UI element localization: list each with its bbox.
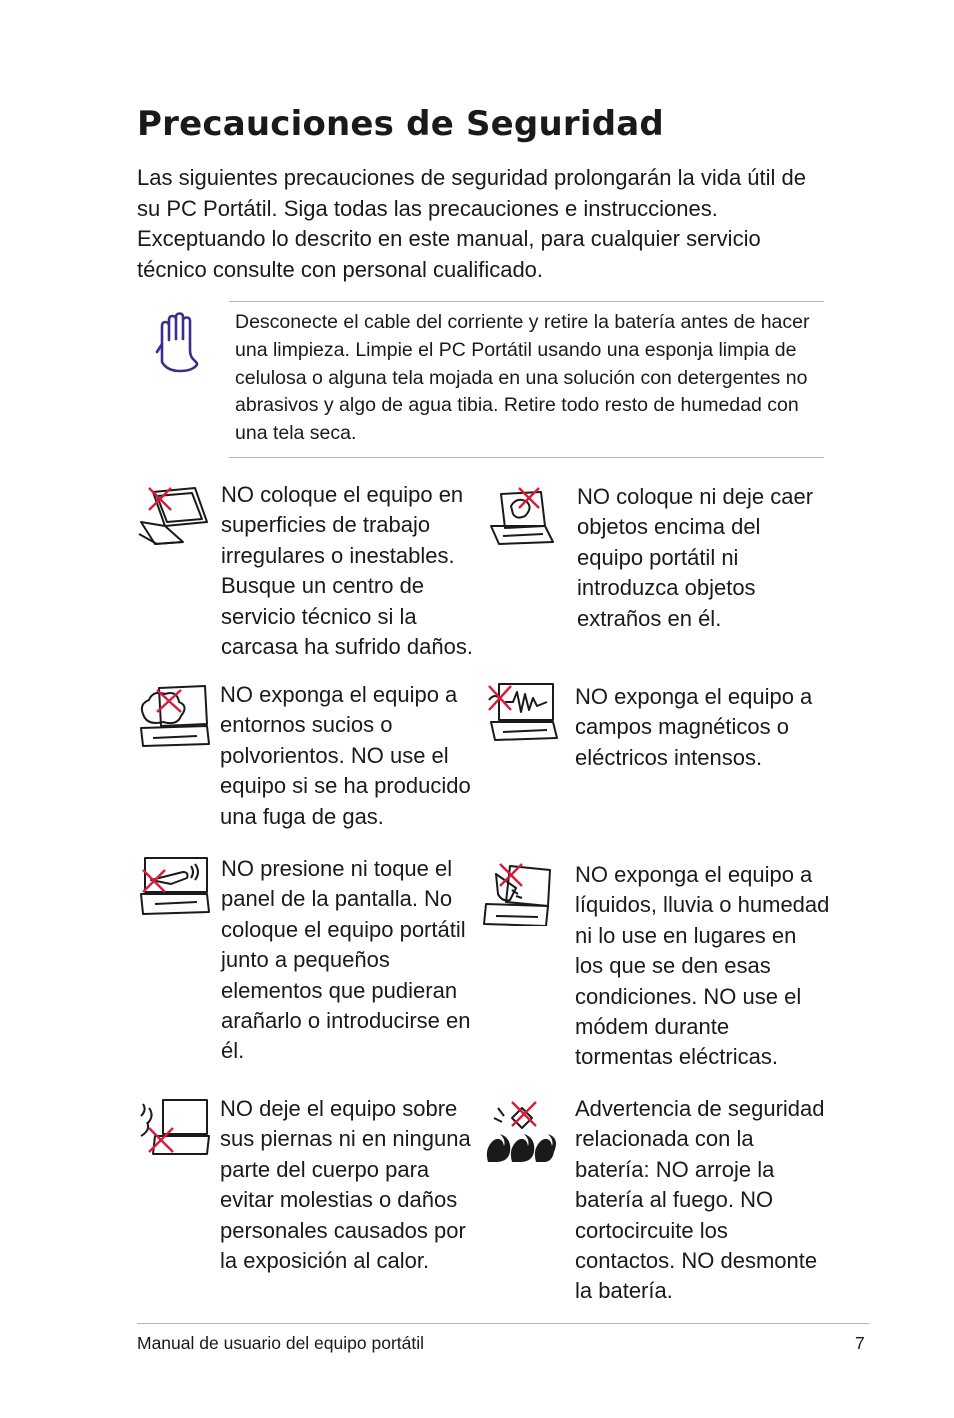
- dust-dirt-icon: [137, 684, 211, 750]
- touch-screen-icon: [137, 856, 211, 922]
- intro-paragraph: Las siguientes precauciones de seguridad prolongarán la vida útil de su PC Portátil. Siga todas las precauciones e instrucciones. Exceptuando lo descrito en este manual, para cualquier servicio técnico consulte con personal cualificado.: [137, 165, 807, 282]
- lap-heat-icon: [137, 1096, 211, 1162]
- precaution-text-unstable-surface: NO coloque el equipo en superficies de trabajo irregulares o inestables. Busque un centro de servicio técnico si la carcasa ha sufrido daños.: [221, 482, 473, 660]
- precaution-text-magnetic-field: NO exponga el equipo a campos magnéticos o eléctricos intensos.: [575, 684, 813, 770]
- note-text: Desconecte el cable del corriente y retire la batería antes de hacer una limpieza. Limpie el PC Portátil usando una esponja limpia de celulosa o alguna tela mojada en una solución con detergentes no abrasivos y algo de agua tibia. Retire todo resto de humedad con una tela seca.: [235, 311, 810, 445]
- precaution-text-battery: Advertencia de seguridad relacionada con la batería: NO arroje la batería al fuego. NO cortocircuite los contactos. NO desmonte la batería.: [575, 1096, 825, 1304]
- magnetic-field-icon: [487, 680, 561, 746]
- page-title: Precauciones de Seguridad: [137, 104, 664, 144]
- liquid-exposure-icon: [482, 860, 556, 926]
- falling-objects-icon: [487, 486, 561, 552]
- note-box: [229, 301, 824, 458]
- unstable-surface-icon: [137, 484, 211, 550]
- page-number: 7: [855, 1333, 865, 1353]
- precaution-text-liquid-exposure: NO exponga el equipo a líquidos, lluvia o humedad ni lo use en lugares en los que se den esas condiciones. NO use el módem durante tormentas eléctricas.: [575, 862, 830, 1070]
- precaution-text-touch-screen: NO presione ni toque el panel de la pantalla. No coloque el equipo portátil junto a pequeños elementos que pudieran arañarlo o introducirse en él.: [221, 856, 471, 1064]
- footer-rule: [137, 1323, 869, 1324]
- precaution-text-lap-heat: NO deje el equipo sobre sus piernas ni en ninguna parte del cuerpo para evitar molestias o daños personales causados por la exposición al calor.: [220, 1096, 471, 1274]
- precaution-text-falling-objects: NO coloque ni deje caer objetos encima del equipo portátil ni introduzca objetos extraños en él.: [577, 484, 814, 631]
- precaution-text-dust-dirt: NO exponga el equipo a entornos sucios o polvorientos. NO use el equipo si se ha producido una fuga de gas.: [220, 682, 471, 829]
- battery-fire-icon: [482, 1100, 556, 1166]
- hand-stop-icon: [153, 312, 201, 374]
- footer-title: Manual de usuario del equipo portátil: [137, 1333, 424, 1353]
